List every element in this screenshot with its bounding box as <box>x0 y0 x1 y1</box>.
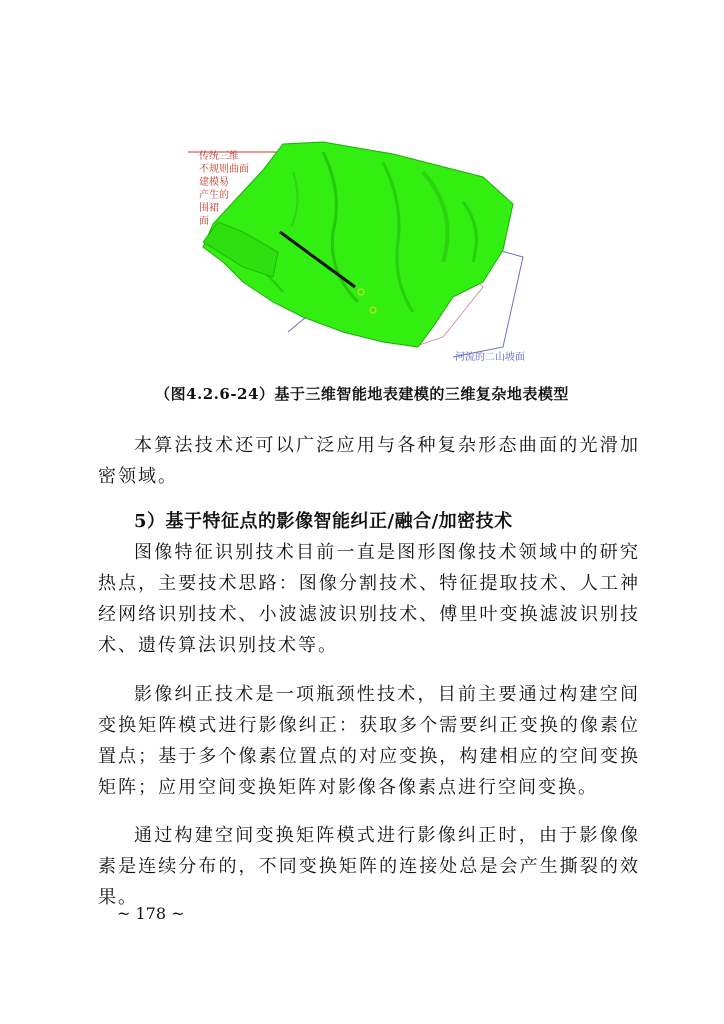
river-slope-label: 河流的二山坡面 <box>455 352 525 363</box>
paragraph-2 <box>98 537 640 661</box>
apron-label-line: 围裙 <box>199 203 219 214</box>
apron-label-line: 面 <box>199 216 209 227</box>
section-heading: 5）基于特征点的影像智能纠正/融合/加密技术 <box>134 511 513 532</box>
terrain-model-figure <box>183 132 538 366</box>
paragraph-1 <box>98 430 640 492</box>
paragraph-2-text: 图像特征识别技术目前一直是图形图像技术领域中的研究热点，主要技术思路：图像分割技术、特征提取技术、人工神经网络识别技术、小波滤波识别技术、傅里叶变换滤波识别技术、遗传算法识别技术等。 <box>98 542 640 656</box>
paragraph-4-text: 通过构建空间变换矩阵模式进行影像纠正时，由于影像像素是连续分布的，不同变换矩阵的连接处总是会产生撕裂的效果。 <box>98 825 640 908</box>
paragraph-4 <box>98 820 640 913</box>
apron-label <box>199 150 249 228</box>
apron-label-line: 建模易 <box>199 177 229 188</box>
paragraph-3 <box>98 679 640 803</box>
page-number: ~ 178 ~ <box>117 904 185 923</box>
apron-label-line: 产生的 <box>199 190 229 201</box>
paragraph-3-text: 影像纠正技术是一项瓶颈性技术，目前主要通过构建空间变换矩阵模式进行影像纠正：获取多个需要纠正变换的像素位置点；基于多个像素位置点的对应变换，构建相应的空间变换矩阵；应用空间变换矩阵对影像各像素点进行空间变换。 <box>98 684 640 798</box>
apron-label-line: 传统三维 <box>199 151 239 162</box>
figure-caption: （图4.2.6-24）基于三维智能地表建模的三维复杂地表模型 <box>155 385 569 403</box>
apron-label-line: 不规则曲面 <box>199 164 249 175</box>
paragraph-1-text: 本算法技术还可以广泛应用与各种复杂形态曲面的光滑加密领域。 <box>98 435 640 487</box>
